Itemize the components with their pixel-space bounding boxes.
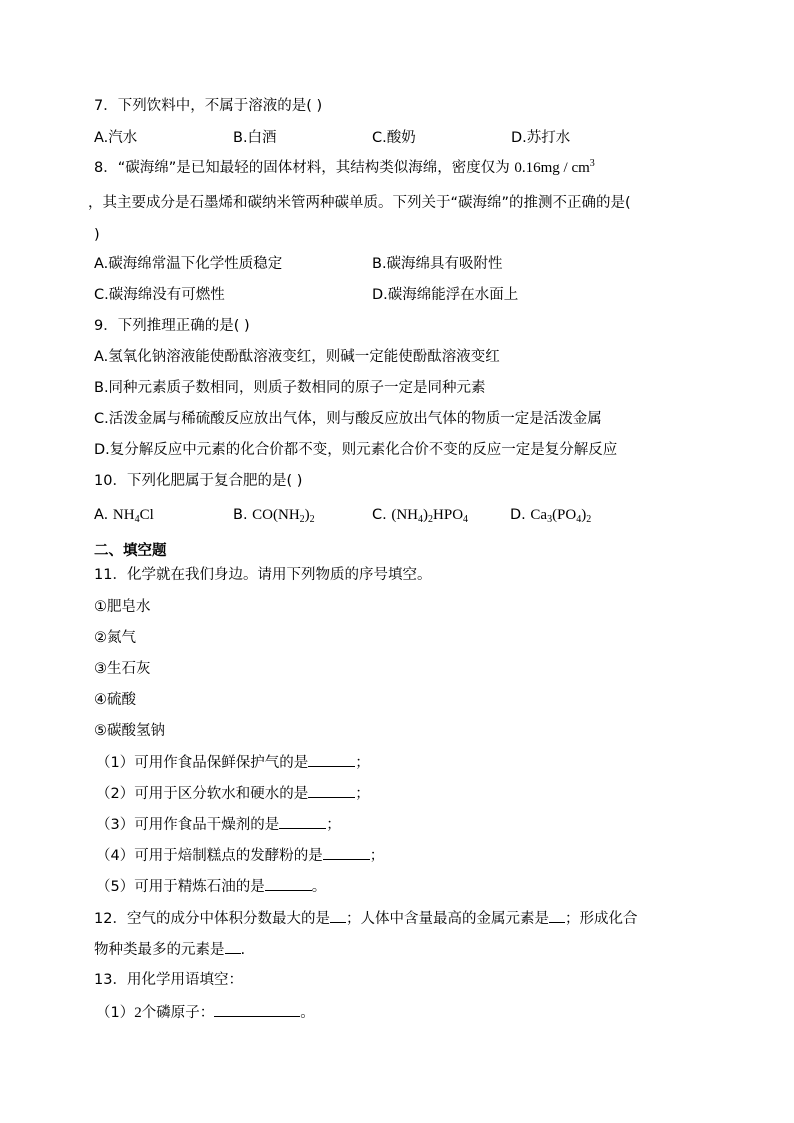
q8-option-d: D.碳海绵能浮在水面上 xyxy=(372,287,519,303)
formula-subscript: 4 xyxy=(576,514,582,525)
q11-item-1: ①肥皂水 xyxy=(94,599,151,615)
q8-option-c: C.碳海绵没有可燃性 xyxy=(94,287,225,303)
answer-blank[interactable] xyxy=(225,939,241,954)
formula-part: ) xyxy=(304,507,310,523)
formula-subscript: 2 xyxy=(309,514,315,525)
quantity: 2 xyxy=(134,1005,142,1021)
formula-subscript: 4 xyxy=(463,514,469,525)
q12-text: 12．空气的成分中体积分数最大的是 xyxy=(94,911,330,927)
q11-sub-4 xyxy=(96,845,384,866)
q9-option-b: B.同种元素质子数相同，则质子数相同的原子一定是同种元素 xyxy=(94,380,486,396)
q7-option-c: C.酸奶 xyxy=(372,130,416,146)
formula-part: ) xyxy=(581,507,587,523)
q10-option-c-label: C. xyxy=(372,507,387,523)
q9-option-c: C.活泼金属与稀硫酸反应放出气体，则与酸反应放出气体的物质一定是活泼金属 xyxy=(94,411,602,427)
q9-stem: 9．下列推理正确的是( ) xyxy=(94,318,250,334)
formula-subscript: 2 xyxy=(299,514,305,525)
q13-sub-1 xyxy=(96,1002,315,1023)
q8-stem-line2: ，其主要成分是石墨烯和碳纳米管两种碳单质。下列关于“碳海绵”的推测不正确的是( xyxy=(88,195,631,211)
q12-line2 xyxy=(94,939,245,960)
answer-blank[interactable] xyxy=(330,908,346,923)
q10-option-a xyxy=(94,505,154,525)
punctuation: ； xyxy=(326,817,341,833)
q10-option-b-formula xyxy=(252,507,315,523)
formula-part: ) xyxy=(423,507,429,523)
q12-text: 物种类最多的元素是 xyxy=(94,942,225,958)
q10-option-d-formula xyxy=(530,507,591,523)
formula-subscript: 4 xyxy=(418,514,424,525)
q13-stem: 13．用化学用语填空： xyxy=(94,972,243,988)
q12-text: ；人体中含量最高的金属元素是 xyxy=(345,911,549,927)
q12-line1 xyxy=(94,908,637,929)
formula-part: (PO xyxy=(552,507,577,523)
q10-option-d-label: D. xyxy=(510,507,526,523)
q10-option-a-label: A. xyxy=(94,507,109,523)
q11-item-3: ③生石灰 xyxy=(94,661,151,677)
formula-subscript: 3 xyxy=(547,514,553,525)
q9-option-a: A.氢氧化钠溶液能使酚酞溶液变红，则碱一定能使酚酞溶液变红 xyxy=(94,349,500,365)
formula-subscript: 4 xyxy=(134,514,140,525)
punctuation: 。 xyxy=(300,1005,315,1021)
q11-sub-3 xyxy=(96,814,341,835)
q8-stem-line3: ) xyxy=(94,227,100,243)
sub-question-text: 个磷原子： xyxy=(141,1005,215,1021)
q10-option-c xyxy=(372,505,468,525)
formula-part: NH xyxy=(112,507,135,523)
answer-blank[interactable] xyxy=(323,845,370,860)
formula-part: CO(NH xyxy=(252,507,300,523)
answer-blank[interactable] xyxy=(308,752,355,767)
formula-part: Ca xyxy=(530,507,548,523)
section-title: 二、填空题 xyxy=(94,543,167,559)
q10-stem: 10．下列化肥属于复合肥的是( ) xyxy=(94,473,303,489)
q7-option-b: B.白酒 xyxy=(233,130,277,146)
q7-option-a: A.汽水 xyxy=(94,130,138,146)
q10-option-d xyxy=(510,505,591,525)
q11-item-2: ②氮气 xyxy=(94,630,136,646)
formula-subscript: 2 xyxy=(428,514,434,525)
answer-blank[interactable] xyxy=(549,908,565,923)
q11-item-4: ④硫酸 xyxy=(94,692,136,708)
answer-blank[interactable] xyxy=(308,783,355,798)
answer-blank[interactable] xyxy=(265,876,312,891)
q10-option-b-label: B. xyxy=(233,507,248,523)
q11-sub-5 xyxy=(96,876,326,897)
sub-question-text: （5）可用于精炼石油的是 xyxy=(96,879,265,895)
formula-part: HPO xyxy=(433,507,464,523)
punctuation: 。 xyxy=(311,879,327,895)
punctuation: ； xyxy=(355,786,370,802)
formula-part: Cl xyxy=(139,507,154,523)
sub-question-number: （1） xyxy=(96,1005,135,1021)
formula-part: (NH xyxy=(391,507,419,523)
formula-subscript: 2 xyxy=(586,514,592,525)
sub-question-text: （1）可用作食品保鲜保护气的是 xyxy=(96,755,309,771)
q10-option-a-formula xyxy=(113,507,154,523)
punctuation: ； xyxy=(355,755,370,771)
q8-density xyxy=(514,160,594,176)
q8-option-b: B.碳海绵具有吸附性 xyxy=(372,256,503,272)
q7-option-d: D.苏打水 xyxy=(511,130,571,146)
q7-stem: 7．下列饮料中，不属于溶液的是( ) xyxy=(94,98,323,114)
q11-sub-1 xyxy=(96,752,370,773)
q8-density-exponent: 3 xyxy=(589,158,595,169)
q10-option-b xyxy=(233,505,315,525)
q11-item-5: ⑤碳酸氢钠 xyxy=(94,723,165,739)
q8-density-value: 0.16mg / cm xyxy=(514,160,590,176)
q8-option-a: A.碳海绵常温下化学性质稳定 xyxy=(94,256,283,272)
sub-question-text: （4）可用于焙制糕点的发酵粉的是 xyxy=(96,848,323,864)
punctuation: ； xyxy=(369,848,385,864)
q8-stem xyxy=(94,158,595,178)
q11-sub-2 xyxy=(96,783,370,804)
q9-option-d: D.复分解反应中元素的化合价都不变，则元素化合价不变的反应一定是复分解反应 xyxy=(94,442,618,458)
sub-question-text: （3）可用作食品干燥剂的是 xyxy=(96,817,280,833)
q12-text: ；形成化合 xyxy=(564,911,638,927)
q12-text: . xyxy=(240,942,246,958)
answer-blank[interactable] xyxy=(279,814,326,829)
q10-option-c-formula xyxy=(391,507,468,523)
q8-stem-text: 8．“碳海绵”是已知最轻的固体材料，其结构类似海绵，密度仅为 xyxy=(94,160,510,176)
sub-question-text: （2）可用于区分软水和硬水的是 xyxy=(96,786,309,802)
answer-blank[interactable] xyxy=(214,1002,300,1017)
q11-stem: 11．化学就在我们身边。请用下列物质的序号填空。 xyxy=(94,567,432,583)
